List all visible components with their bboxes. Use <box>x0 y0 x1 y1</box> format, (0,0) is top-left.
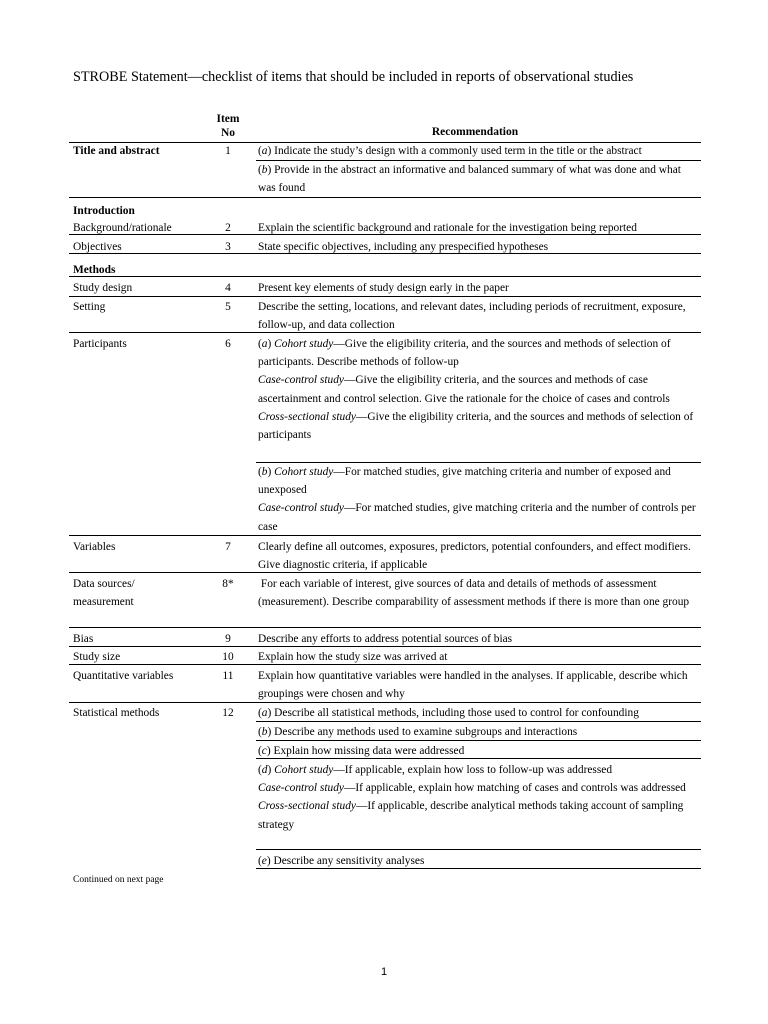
rec-text: Provide in the abstract an informative and balanced summary of what was done and what was found <box>258 164 681 195</box>
rec-text: Describe all statistical methods, including those used to control for confounding <box>274 707 639 719</box>
row-rec-participants-a: (a) Cohort study—Give the eligibility criteria, and the sources and methods of selection of participants. Describe methods of follow-up Case-control study—Give the eligibility criteria, and the sources and methods of case ascertainment and control selection. Give the rationale for the choice of cases and controls Cross-sectional study—Give the eligibility criteria, and the sources and methods of selection of participants <box>258 338 694 442</box>
row-no-variables: 7 <box>225 541 231 553</box>
design-term: Case-control study <box>258 374 344 387</box>
design-term: Cohort study <box>274 764 334 776</box>
row-rec-objectives: State specific objectives, including any prespecified hypotheses <box>258 241 549 253</box>
row-no-participants: 6 <box>225 338 231 350</box>
row-label-bias: Bias <box>73 633 94 645</box>
subitem-tag: d <box>261 764 268 776</box>
row-no-background: 2 <box>225 222 231 234</box>
section-methods: Methods <box>73 264 116 276</box>
rec-text: —If applicable, describe analytical methods taking account of sampling strategy <box>258 800 684 831</box>
rec-text: —Give the eligibility criteria, and the sources and methods of case ascertainment and control selection. Give the rationale for the choice of cases and controls <box>258 374 670 405</box>
row-rec-data-sources: For each variable of interest, give sources of data and details of methods of assessment (measurement). Describe comparability of assessment methods if there is more than one group <box>258 578 690 609</box>
rec-text: —If applicable, explain how loss to follow-up was addressed <box>333 764 613 776</box>
row-no-setting: 5 <box>225 301 231 313</box>
row-no-study-design: 4 <box>225 282 231 294</box>
rec-text: Explain how missing data were addressed <box>273 745 465 757</box>
row-rec-title-abstract-a: (a) Indicate the study’s design with a commonly used term in the title or the abstract <box>258 145 642 157</box>
row-label-line: measurement <box>73 596 134 609</box>
row-label-data-sources <box>73 575 233 611</box>
row-rec-study-design: Present key elements of study design early in the paper <box>258 282 509 294</box>
document-title: STROBE Statement—checklist of items that should be included in reports of observational studies <box>73 69 634 85</box>
row-rec-statistical-e: (e) Describe any sensitivity analyses <box>258 855 425 867</box>
rec-text: —If applicable, explain how matching of cases and controls was addressed <box>343 782 686 795</box>
row-label-line: Data sources/ <box>73 578 135 590</box>
subitem-tag: b <box>261 466 268 478</box>
rec-text: Indicate the study’s design with a commonly used term in the title or the abstract <box>274 145 642 157</box>
row-rec-statistical-d: (d) Cohort study—If applicable, explain how loss to follow-up was addressed Case-control study—If applicable, explain how matching of cases and controls was addressed Cross-sectional study—If applicable, describe analytical methods taking account of sampling strategy <box>258 764 686 831</box>
subitem-tag: b <box>261 164 268 176</box>
row-label-objectives: Objectives <box>73 241 122 253</box>
row-label-quantitative: Quantitative variables <box>73 670 174 682</box>
header-item-no <box>210 113 246 140</box>
row-rec-participants-b: (b) Cohort study—For matched studies, give matching criteria and number of exposed and unexposed Case-control study—For matched studies, give matching criteria and the number of controls per case <box>258 466 696 533</box>
header-item-no-line2: No <box>220 126 236 139</box>
row-label-statistical: Statistical methods <box>73 707 160 719</box>
continued-note: Continued on next page <box>73 875 164 885</box>
subitem-tag: a <box>261 707 268 719</box>
rec-text: —Give the eligibility criteria, and the sources and methods of selection of participants <box>258 410 694 442</box>
row-label-study-design: Study design <box>73 282 133 294</box>
row-rec-variables: Clearly define all outcomes, exposures, predictors, potential confounders, and effect modifiers. Give diagnostic criteria, if applicable <box>258 541 691 572</box>
design-term: Cohort study <box>274 338 334 350</box>
row-no-bias: 9 <box>225 633 231 645</box>
row-rec-background: Explain the scientific background and rationale for the investigation being reported <box>258 222 637 234</box>
subitem-tag: e <box>261 855 267 867</box>
row-rec-bias: Describe any efforts to address potential sources of bias <box>258 633 513 645</box>
rec-text: —For matched studies, give matching criteria and the number of controls per case <box>258 502 696 533</box>
rec-text: —For matched studies, give matching criteria and number of exposed and unexposed <box>258 466 671 497</box>
row-no-study-size: 10 <box>222 651 234 663</box>
row-label-title-abstract: Title and abstract <box>73 145 160 157</box>
design-term: Cross-sectional study <box>258 410 356 423</box>
row-rec-title-abstract-b: (b) Provide in the abstract an informative and balanced summary of what was done and what was found <box>258 164 681 195</box>
header-recommendation: Recommendation <box>431 126 519 138</box>
row-rec-statistical-b: (b) Describe any methods used to examine subgroups and interactions <box>258 726 578 738</box>
header-item-no-line1: Item <box>216 113 240 125</box>
row-label-study-size: Study size <box>73 651 121 663</box>
row-no-objectives: 3 <box>225 241 231 253</box>
subitem-tag: a <box>261 145 268 157</box>
row-label-setting: Setting <box>73 301 106 313</box>
row-rec-statistical-a: (a) Describe all statistical methods, including those used to control for confounding <box>258 707 639 719</box>
rec-text: —Give the eligibility criteria, and the sources and methods of selection of participants. Describe methods of follow-up <box>258 338 671 369</box>
page-number: 1 <box>380 966 388 978</box>
rec-text: Describe any methods used to examine subgroups and interactions <box>274 726 578 738</box>
row-no-quantitative: 11 <box>222 670 234 682</box>
row-no-title-abstract: 1 <box>225 145 231 157</box>
row-rec-quantitative: Explain how quantitative variables were handled in the analyses. If applicable, describe which groupings were chosen and why <box>258 670 688 701</box>
subitem-tag: b <box>261 726 268 738</box>
row-no-data-sources: 8* <box>222 578 234 590</box>
row-label-participants: Participants <box>73 338 127 350</box>
design-term: Cohort study <box>274 466 334 478</box>
row-rec-study-size: Explain how the study size was arrived at <box>258 651 448 663</box>
design-term: Case-control study <box>258 782 344 795</box>
design-term: Case-control study <box>258 502 344 515</box>
row-rec-setting: Describe the setting, locations, and relevant dates, including periods of recruitment, exposure, follow-up, and data collection <box>258 301 686 332</box>
design-term: Cross-sectional study <box>258 800 356 813</box>
table-rule <box>256 849 701 850</box>
row-no-statistical: 12 <box>222 707 234 719</box>
subitem-tag: a <box>261 338 268 350</box>
row-label-variables: Variables <box>73 541 116 553</box>
rec-text: Describe any sensitivity analyses <box>273 855 425 867</box>
table-rule <box>69 627 701 628</box>
subitem-tag: c <box>261 745 267 757</box>
row-rec-statistical-c: (c) Explain how missing data were addressed <box>258 745 465 757</box>
section-introduction: Introduction <box>73 205 135 217</box>
row-label-background: Background/rationale <box>73 222 172 234</box>
